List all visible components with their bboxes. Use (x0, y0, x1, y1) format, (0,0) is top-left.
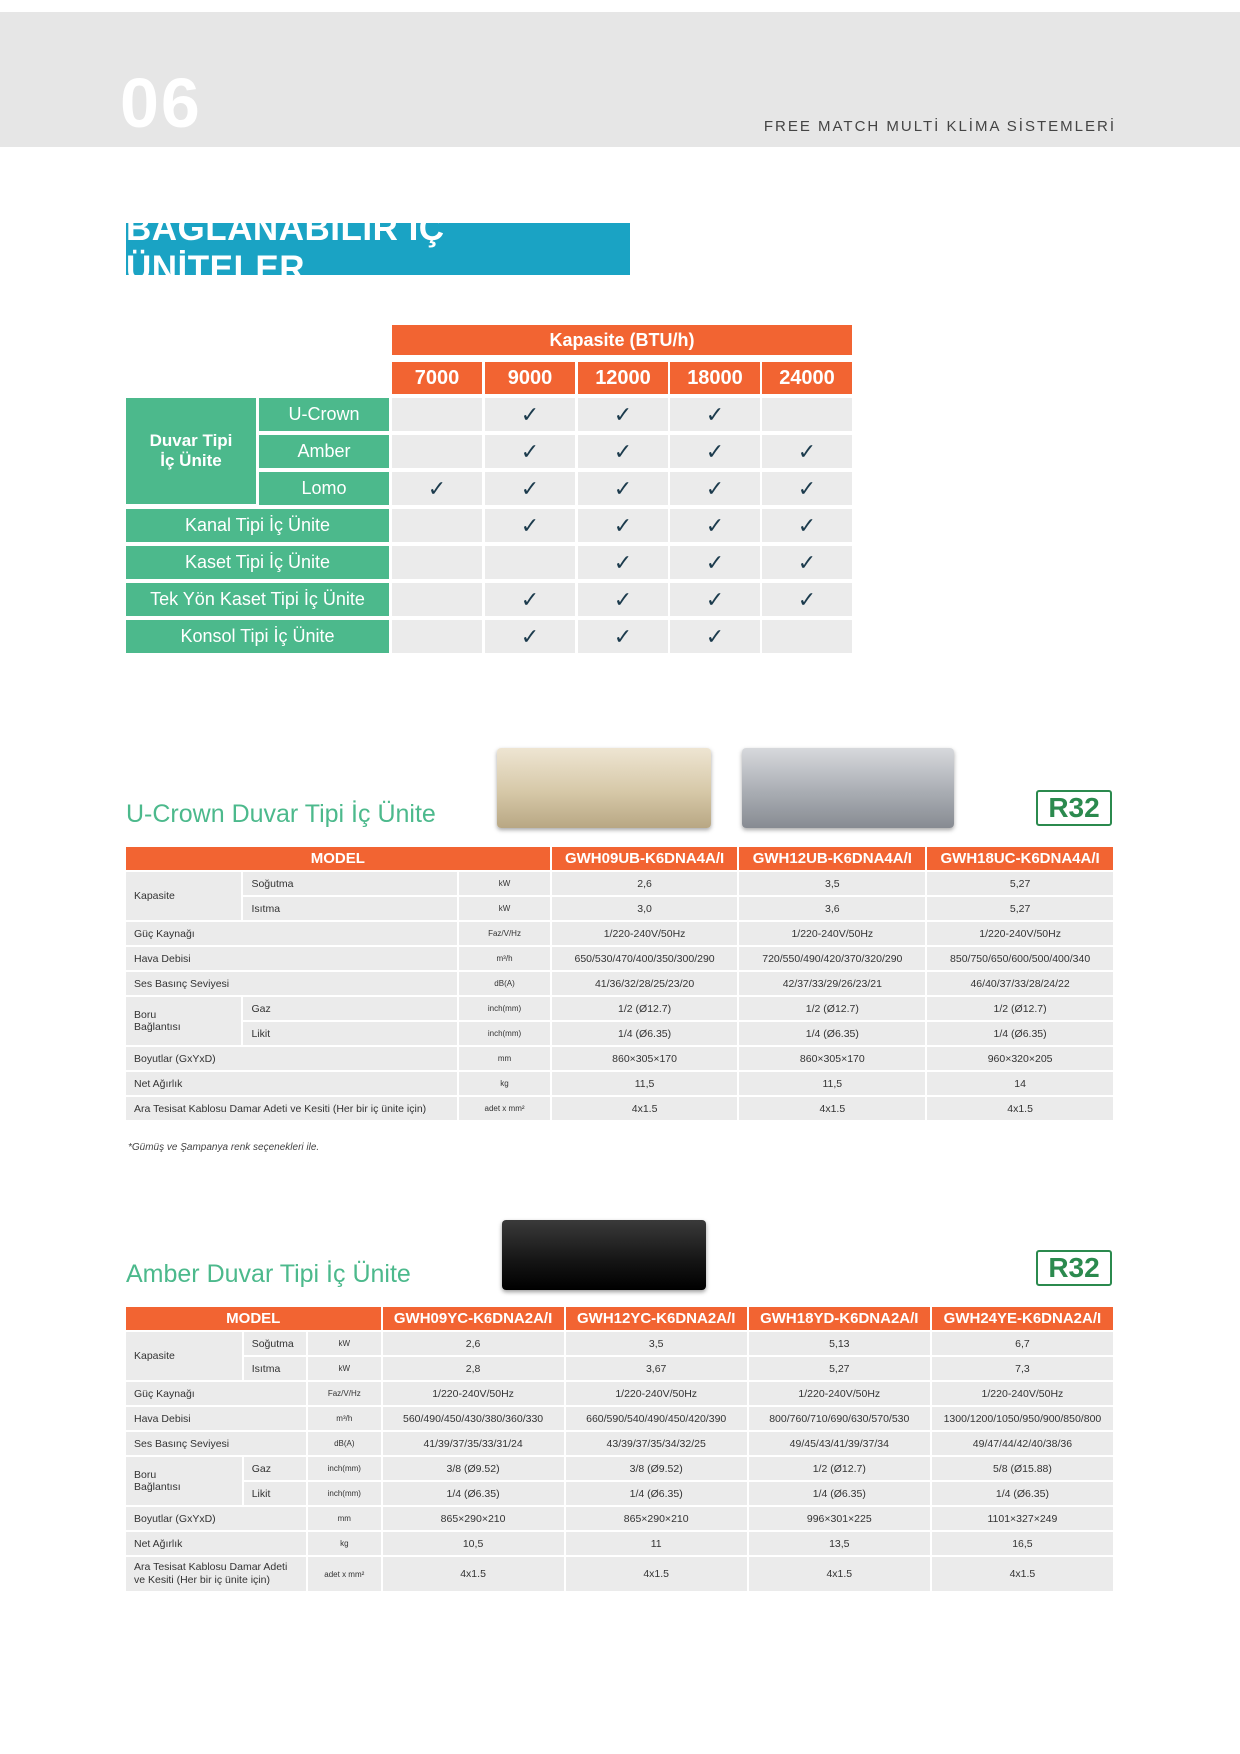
amber-unit-image (502, 1220, 706, 1290)
unit-cell: dB(A) (459, 972, 549, 995)
value-cell: 10,5 (383, 1532, 564, 1555)
check-mark-icon: ✓ (670, 620, 760, 653)
value-cell: 5,27 (927, 872, 1113, 895)
sub-row-label: Isıtma (243, 897, 457, 920)
sub-row-label: Soğutma (243, 872, 457, 895)
ucrown-r32-badge: R32 (1036, 790, 1112, 826)
check-mark-icon: ✓ (670, 472, 760, 505)
row-label: Net Ağırlık (126, 1532, 306, 1555)
check-mark-icon: ✓ (670, 435, 760, 468)
row-group-label: Duvar Tipi İç Ünite (126, 398, 256, 504)
check-mark-icon: ✓ (578, 509, 668, 542)
value-cell: 6,7 (932, 1332, 1113, 1355)
row-label: Boru Bağlantısı (126, 1457, 242, 1505)
value-cell: 2,6 (383, 1332, 564, 1355)
check-mark-icon: ✓ (670, 398, 760, 431)
unit-cell: kW (459, 897, 549, 920)
model-name: GWH24YE-K6DNA2A/I (932, 1307, 1113, 1330)
row-label: Tek Yön Kaset Tipi İç Ünite (126, 583, 389, 616)
row-label: Kaset Tipi İç Ünite (126, 546, 389, 579)
value-cell: 11 (566, 1532, 747, 1555)
unit-cell: Faz/V/Hz (308, 1382, 380, 1405)
check-mark-icon: ✓ (762, 435, 852, 468)
unit-cell: m³/h (459, 947, 549, 970)
value-cell: 860×305×170 (739, 1047, 925, 1070)
unit-cell: inch(mm) (308, 1457, 380, 1480)
ucrown-silver-unit-image (742, 748, 954, 828)
section-title: BAĞLANABİLİR İÇ ÜNİTELER (126, 223, 630, 275)
row-label: Amber (259, 435, 389, 468)
value-cell: 14 (927, 1072, 1113, 1095)
check-mark-icon: ✓ (762, 583, 852, 616)
value-cell: 3,6 (739, 897, 925, 920)
row-label: Ses Basınç Seviyesi (126, 972, 457, 995)
unit-cell: mm (308, 1507, 380, 1530)
empty-cell (762, 620, 852, 653)
empty-cell (392, 583, 482, 616)
value-cell: 1/4 (Ø6.35) (932, 1482, 1113, 1505)
value-cell: 865×290×210 (566, 1507, 747, 1530)
sub-row-label: Soğutma (244, 1332, 306, 1355)
row-label: Kapasite (126, 1332, 242, 1380)
value-cell: 1/220-240V/50Hz (739, 922, 925, 945)
value-cell: 996×301×225 (749, 1507, 930, 1530)
check-mark-icon: ✓ (578, 435, 668, 468)
value-cell: 3/8 (Ø9.52) (566, 1457, 747, 1480)
value-cell: 960×320×205 (927, 1047, 1113, 1070)
value-cell: 800/760/710/690/630/570/530 (749, 1407, 930, 1430)
check-mark-icon: ✓ (762, 509, 852, 542)
value-cell: 3/8 (Ø9.52) (383, 1457, 564, 1480)
model-name: GWH12UB-K6DNA4A/I (739, 847, 925, 870)
unit-cell: m³/h (308, 1407, 380, 1430)
value-cell: 1/4 (Ø6.35) (383, 1482, 564, 1505)
sub-row-label: Gaz (244, 1457, 306, 1480)
value-cell: 1/4 (Ø6.35) (749, 1482, 930, 1505)
empty-cell (762, 398, 852, 431)
header-title: FREE MATCH MULTİ KLİMA SİSTEMLERİ (763, 118, 1116, 135)
value-cell: 1300/1200/1050/950/900/850/800 (932, 1407, 1113, 1430)
capacity-column-header: 12000 (578, 362, 668, 394)
value-cell: 43/39/37/35/34/32/25 (566, 1432, 747, 1455)
unit-cell: kW (459, 872, 549, 895)
model-name: GWH12YC-K6DNA2A/I (566, 1307, 747, 1330)
model-name: GWH18UC-K6DNA4A/I (927, 847, 1113, 870)
unit-cell: mm (459, 1047, 549, 1070)
model-name: GWH18YD-K6DNA2A/I (749, 1307, 930, 1330)
unit-cell: adet x mm² (459, 1097, 549, 1120)
value-cell: 1/220-240V/50Hz (566, 1382, 747, 1405)
row-label: Boru Bağlantısı (126, 997, 241, 1045)
value-cell: 4x1.5 (749, 1557, 930, 1591)
row-label: Kapasite (126, 872, 241, 920)
value-cell: 1/2 (Ø12.7) (739, 997, 925, 1020)
value-cell: 7,3 (932, 1357, 1113, 1380)
value-cell: 16,5 (932, 1532, 1113, 1555)
value-cell: 1/4 (Ø6.35) (739, 1022, 925, 1045)
check-mark-icon: ✓ (485, 435, 575, 468)
check-mark-icon: ✓ (485, 398, 575, 431)
check-mark-icon: ✓ (485, 583, 575, 616)
row-label: Güç Kaynağı (126, 1382, 306, 1405)
check-mark-icon: ✓ (670, 546, 760, 579)
value-cell: 2,8 (383, 1357, 564, 1380)
row-label: Boyutlar (GxYxD) (126, 1047, 457, 1070)
value-cell: 1/4 (Ø6.35) (566, 1482, 747, 1505)
value-cell: 1/220-240V/50Hz (932, 1382, 1113, 1405)
check-mark-icon: ✓ (578, 398, 668, 431)
value-cell: 5,27 (749, 1357, 930, 1380)
value-cell: 5,13 (749, 1332, 930, 1355)
capacity-column-header: 24000 (762, 362, 852, 394)
row-label: Ses Basınç Seviyesi (126, 1432, 306, 1455)
value-cell: 4x1.5 (552, 1097, 738, 1120)
value-cell: 41/36/32/28/25/23/20 (552, 972, 738, 995)
empty-cell (392, 398, 482, 431)
unit-cell: adet x mm² (308, 1557, 380, 1591)
check-mark-icon: ✓ (485, 509, 575, 542)
check-mark-icon: ✓ (578, 472, 668, 505)
value-cell: 560/490/450/430/380/360/330 (383, 1407, 564, 1430)
sub-row-label: Gaz (243, 997, 457, 1020)
value-cell: 11,5 (739, 1072, 925, 1095)
value-cell: 41/39/37/35/33/31/24 (383, 1432, 564, 1455)
value-cell: 4x1.5 (383, 1557, 564, 1591)
row-label: U-Crown (259, 398, 389, 431)
row-label: Kanal Tipi İç Ünite (126, 509, 389, 542)
value-cell: 1/220-240V/50Hz (927, 922, 1113, 945)
unit-cell: kg (459, 1072, 549, 1095)
value-cell: 865×290×210 (383, 1507, 564, 1530)
unit-cell: Faz/V/Hz (459, 922, 549, 945)
value-cell: 650/530/470/400/350/300/290 (552, 947, 738, 970)
capacity-column-header: 18000 (670, 362, 760, 394)
model-header: MODEL (126, 847, 550, 870)
amber-r32-badge: R32 (1036, 1250, 1112, 1286)
model-header: MODEL (126, 1307, 381, 1330)
value-cell: 1/2 (Ø12.7) (552, 997, 738, 1020)
model-name: GWH09UB-K6DNA4A/I (552, 847, 738, 870)
check-mark-icon: ✓ (485, 472, 575, 505)
value-cell: 2,6 (552, 872, 738, 895)
value-cell: 11,5 (552, 1072, 738, 1095)
unit-cell: kW (308, 1357, 380, 1380)
row-label: Boyutlar (GxYxD) (126, 1507, 306, 1530)
value-cell: 49/47/44/42/40/38/36 (932, 1432, 1113, 1455)
value-cell: 42/37/33/29/26/23/21 (739, 972, 925, 995)
value-cell: 13,5 (749, 1532, 930, 1555)
unit-cell: kW (308, 1332, 380, 1355)
capacity-column-header: 7000 (392, 362, 482, 394)
unit-cell: inch(mm) (308, 1482, 380, 1505)
ucrown-champagne-unit-image (497, 748, 711, 828)
value-cell: 1/220-240V/50Hz (383, 1382, 564, 1405)
value-cell: 4x1.5 (739, 1097, 925, 1120)
amber-title: Amber Duvar Tipi İç Ünite (126, 1260, 411, 1288)
empty-cell (392, 509, 482, 542)
sub-row-label: Likit (244, 1482, 306, 1505)
value-cell: 850/750/650/600/500/400/340 (927, 947, 1113, 970)
value-cell: 1/4 (Ø6.35) (927, 1022, 1113, 1045)
capacity-header: Kapasite (BTU/h) (392, 325, 852, 355)
unit-cell: kg (308, 1532, 380, 1555)
value-cell: 1/2 (Ø12.7) (927, 997, 1113, 1020)
ucrown-spec-table (124, 845, 1115, 1122)
check-mark-icon: ✓ (578, 546, 668, 579)
value-cell: 4x1.5 (932, 1557, 1113, 1591)
value-cell: 1/2 (Ø12.7) (749, 1457, 930, 1480)
check-mark-icon: ✓ (578, 583, 668, 616)
value-cell: 1/4 (Ø6.35) (552, 1022, 738, 1045)
value-cell: 3,5 (566, 1332, 747, 1355)
sub-row-label: Likit (243, 1022, 457, 1045)
row-label: Ara Tesisat Kablosu Damar Adeti ve Kesiti (Her bir iç ünite için) (126, 1557, 306, 1591)
row-label: Hava Debisi (126, 947, 457, 970)
model-name: GWH09YC-K6DNA2A/I (383, 1307, 564, 1330)
value-cell: 3,0 (552, 897, 738, 920)
value-cell: 4x1.5 (927, 1097, 1113, 1120)
empty-cell (392, 546, 482, 579)
row-label: Net Ağırlık (126, 1072, 457, 1095)
page-number: 06 (120, 64, 202, 142)
check-mark-icon: ✓ (762, 472, 852, 505)
check-mark-icon: ✓ (670, 509, 760, 542)
value-cell: 5/8 (Ø15.88) (932, 1457, 1113, 1480)
empty-cell (392, 620, 482, 653)
value-cell: 3,67 (566, 1357, 747, 1380)
value-cell: 3,5 (739, 872, 925, 895)
row-label: Güç Kaynağı (126, 922, 457, 945)
empty-cell (485, 546, 575, 579)
row-label: Ara Tesisat Kablosu Damar Adeti ve Kesiti (Her bir iç ünite için) (126, 1097, 457, 1120)
check-mark-icon: ✓ (670, 583, 760, 616)
capacity-column-header: 9000 (485, 362, 575, 394)
row-label: Konsol Tipi İç Ünite (126, 620, 389, 653)
value-cell: 4x1.5 (566, 1557, 747, 1591)
check-mark-icon: ✓ (578, 620, 668, 653)
check-mark-icon: ✓ (762, 546, 852, 579)
value-cell: 1/220-240V/50Hz (749, 1382, 930, 1405)
row-label: Hava Debisi (126, 1407, 306, 1430)
value-cell: 1/220-240V/50Hz (552, 922, 738, 945)
check-mark-icon: ✓ (392, 472, 482, 505)
unit-cell: inch(mm) (459, 1022, 549, 1045)
empty-cell (392, 435, 482, 468)
row-label: Lomo (259, 472, 389, 505)
value-cell: 720/550/490/420/370/320/290 (739, 947, 925, 970)
value-cell: 5,27 (927, 897, 1113, 920)
value-cell: 49/45/43/41/39/37/34 (749, 1432, 930, 1455)
value-cell: 1101×327×249 (932, 1507, 1113, 1530)
unit-cell: dB(A) (308, 1432, 380, 1455)
check-mark-icon: ✓ (485, 620, 575, 653)
sub-row-label: Isıtma (244, 1357, 306, 1380)
value-cell: 46/40/37/33/28/24/22 (927, 972, 1113, 995)
amber-spec-table (124, 1305, 1115, 1593)
color-options-note: *Gümüş ve Şampanya renk seçenekleri ile. (128, 1142, 320, 1153)
unit-cell: inch(mm) (459, 997, 549, 1020)
value-cell: 860×305×170 (552, 1047, 738, 1070)
value-cell: 660/590/540/490/450/420/390 (566, 1407, 747, 1430)
ucrown-title: U-Crown Duvar Tipi İç Ünite (126, 800, 436, 828)
